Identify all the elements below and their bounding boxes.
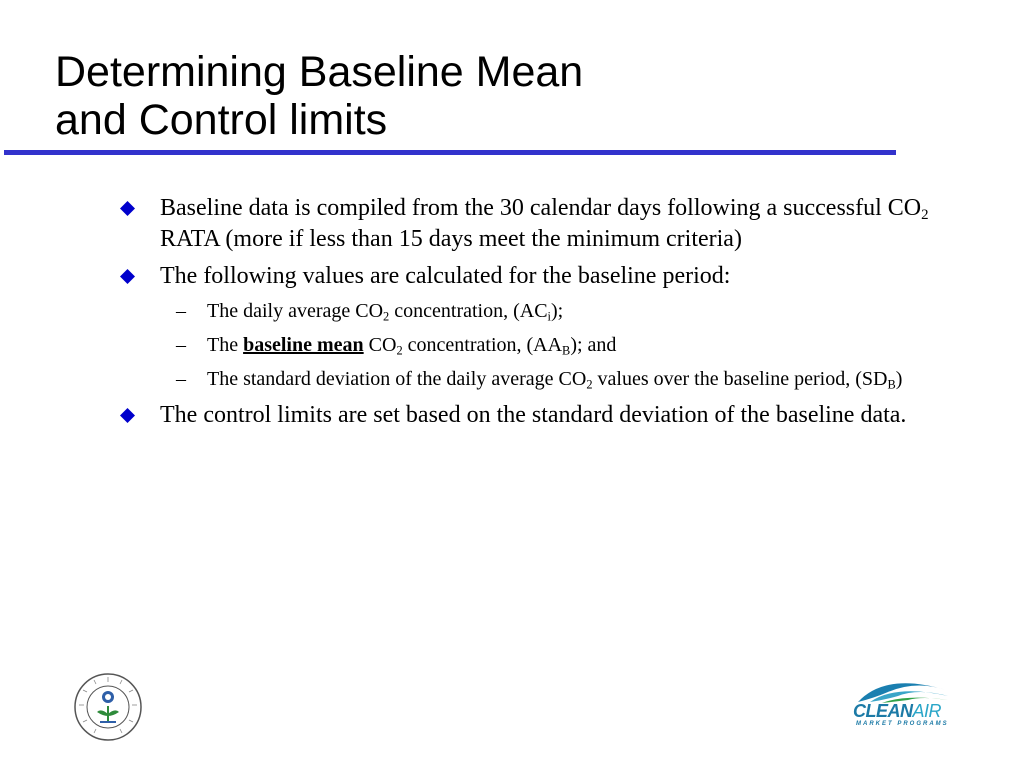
subscript: 2: [921, 207, 929, 224]
subscript: 2: [586, 377, 593, 392]
title-divider: [4, 150, 896, 155]
sub-item-text: ): [895, 368, 903, 390]
sub-item-text: concentration, (AC: [389, 300, 548, 322]
clean-air-wordmark: [853, 702, 941, 720]
bullet-item-baseline-data: [120, 193, 970, 255]
sub-item-text: The: [207, 334, 244, 356]
diamond-bullet-icon: [120, 269, 135, 284]
sub-item-baseline-mean: [120, 332, 970, 358]
subscript: B: [562, 343, 571, 358]
bullet-text: The following values are calculated for the baseline period:: [160, 263, 731, 289]
sub-item-text: concentration, (AA: [402, 334, 563, 356]
sub-item-text: CO: [363, 334, 397, 356]
logo-word-clean: CLEAN: [853, 701, 913, 721]
sub-item-standard-deviation: [120, 366, 970, 392]
bullet-item-control-limits: [120, 400, 970, 431]
sub-item-text: ); and: [570, 334, 617, 356]
diamond-bullet-icon: [120, 201, 135, 216]
sub-item-text: The daily average CO: [207, 300, 384, 322]
logo-word-air: AIR: [912, 701, 942, 721]
slide-body: [120, 193, 970, 437]
slide-title-line-1: Determining Baseline Mean: [55, 48, 584, 96]
sub-item-daily-average: [120, 298, 970, 324]
sub-item-text: );: [550, 300, 564, 322]
clean-air-waves-icon: [856, 672, 948, 704]
clean-air-logo: [850, 672, 950, 730]
bullet-item-calculated-values: [120, 261, 970, 292]
logo-tagline: MARKET PROGRAMS: [856, 721, 949, 727]
slide-title-line-2: and Control limits: [55, 96, 388, 144]
subscript: i: [547, 309, 551, 324]
subscript: B: [887, 377, 896, 392]
sub-item-text: values over the baseline period, (SD: [592, 368, 888, 390]
subscript: 2: [396, 343, 403, 358]
bullet-text: The control limits are set based on the standard deviation of the baseline data.: [160, 402, 907, 428]
epa-seal-icon: [73, 672, 143, 742]
diamond-bullet-icon: [120, 408, 135, 423]
bullet-text: RATA (more if less than 15 days meet the minimum criteria): [160, 226, 742, 252]
sub-item-text: The standard deviation of the daily average CO: [207, 368, 587, 390]
bullet-text: Baseline data is compiled from the 30 calendar days following a successful CO: [160, 195, 922, 221]
dash-marker: –: [176, 368, 186, 390]
dash-marker: –: [176, 300, 186, 322]
slide-title: [55, 48, 583, 144]
subscript: 2: [383, 309, 390, 324]
dash-marker: –: [176, 334, 186, 356]
emphasized-term: baseline mean: [243, 334, 364, 356]
